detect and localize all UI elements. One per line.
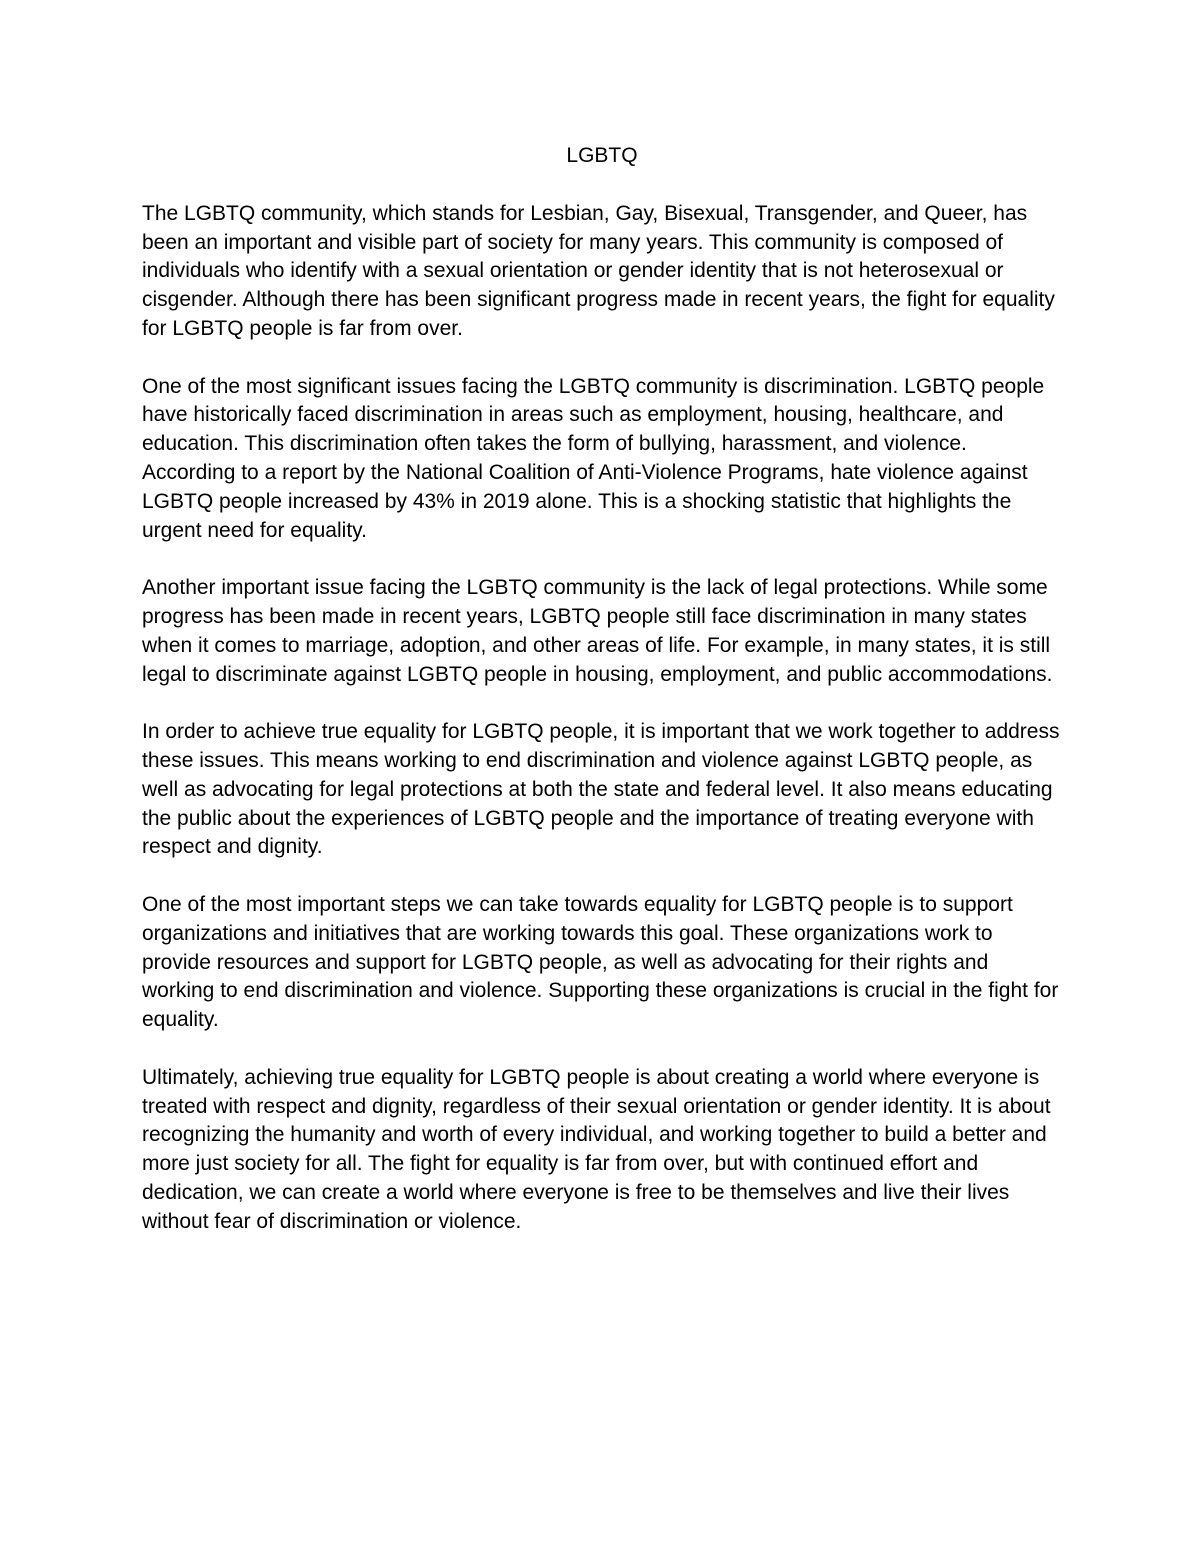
paragraph-legal-protections: Another important issue facing the LGBTQ community is the lack of legal protections. While some progress has been made in recent years, LGBTQ people still face discrimination in many states when it comes to marriage, adoption, and other areas of life. For example, in many states, it is still legal to discriminate against LGBTQ people in housing, employment, and public accommodations. — [142, 576, 1053, 686]
document-title: LGBTQ — [566, 144, 638, 167]
paragraph-intro: The LGBTQ community, which stands for Lesbian, Gay, Bisexual, Transgender, and Queer, has been an important and visible part of society for many years. This community is composed of individuals who identify with a sexual orientation or gender identity that is not heterosexual or cisgender. Although there has been significant progress made in recent years, the fight for equality for LGBTQ people is far from over. — [142, 201, 1055, 340]
paragraph-discrimination: One of the most significant issues facing the LGBTQ community is discrimination. LGBTQ people have historically faced discrimination in areas such as employment, housing, healthcare, and education. This discrimination often takes the form of bullying, harassment, and violence. According to a report by the National Coalition of Anti-Violence Programs, hate violence against LGBTQ people increased by 43% in 2019 alone. This is a shocking statistic that highlights the urgent need for equality. — [142, 374, 1045, 542]
paragraph-conclusion: Ultimately, achieving true equality for LGBTQ people is about creating a world where everyone is treated with respect and dignity, regardless of their sexual orientation or gender identity. It is about recognizing the humanity and worth of every individual, and working together to build a better and more just society for all. The fight for equality is far from over, but with continued effort and dedication, we can create a world where everyone is free to be themselves and live their lives without fear of discrimination or violence. — [142, 1065, 1051, 1233]
paragraph-support-organizations: One of the most important steps we can take towards equality for LGBTQ people is to support organizations and initiatives that are working towards this goal. These organizations work to provide resources and support for LGBTQ people, as well as advocating for their rights and working to end discrimination and violence. Supporting these organizations is crucial in the fight for equality. — [142, 892, 1059, 1032]
document-body — [142, 142, 1062, 1265]
paragraph-working-together: In order to achieve true equality for LGBTQ people, it is important that we work together to address these issues. This means working to end discrimination and violence against LGBTQ people, as well as advocating for legal protections at both the state and federal level. It also means educating the public about the experiences of LGBTQ people and the importance of treating everyone with respect and dignity. — [142, 720, 1060, 859]
